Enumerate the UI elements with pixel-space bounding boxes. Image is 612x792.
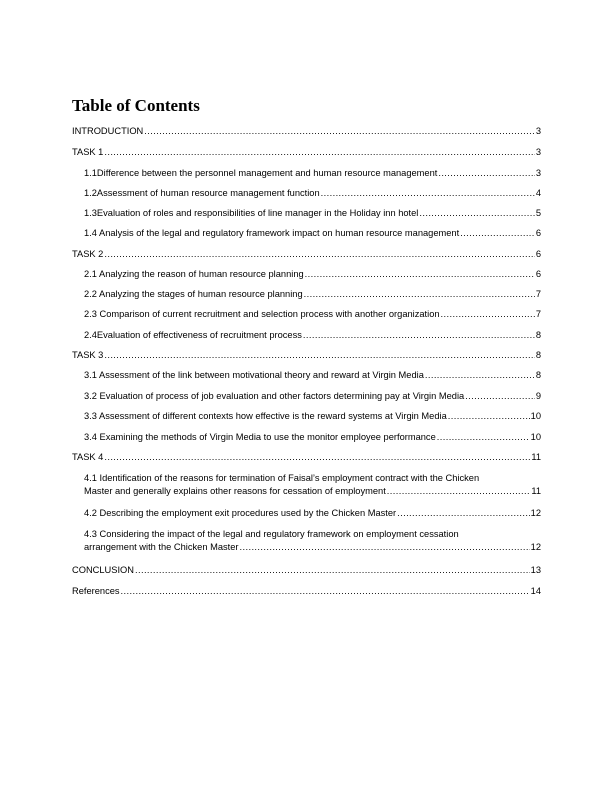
- toc-entry-conclusion[interactable]: CONCLUSION ..... 13: [72, 564, 541, 576]
- toc-entry-introduction[interactable]: INTRODUCTION ..... 3: [72, 125, 541, 137]
- toc-entry-3-2[interactable]: 3.2 Evaluation of process of job evaluation and other factors determining pay at Virgin Media ..... 9: [84, 390, 541, 402]
- toc-entry-1-1[interactable]: 1.1Difference between the personnel management and human resource management ..... 3: [84, 167, 541, 179]
- toc-entry-task-2[interactable]: TASK 2 ..... 6: [72, 248, 541, 260]
- toc-entry-4-2[interactable]: 4.2 Describing the employment exit procedures used by the Chicken Master ..... 12: [84, 507, 541, 519]
- toc-entry-2-2[interactable]: 2.2 Analyzing the stages of human resource planning ..... 7: [84, 288, 541, 300]
- toc-title: Table of Contents: [72, 96, 200, 115]
- toc-entry-1-2[interactable]: 1.2Assessment of human resource management function ..... 4: [84, 187, 541, 199]
- toc-entry-task-4[interactable]: TASK 4 ..... 11: [72, 451, 541, 463]
- toc-entry-3-1[interactable]: 3.1 Assessment of the link between motivational theory and reward at Virgin Media ..... 8: [84, 369, 541, 381]
- toc-entry-1-3[interactable]: 1.3Evaluation of roles and responsibilities of line manager in the Holiday inn hotel ..... 5: [84, 207, 541, 219]
- toc-entry-3-4[interactable]: 3.4 Examining the methods of Virgin Media to use the monitor employee performance ..... 10: [84, 431, 541, 443]
- toc-entry-references[interactable]: References ..... 14: [72, 585, 541, 597]
- toc-entry-task-1[interactable]: TASK 1 ..... 3: [72, 146, 541, 158]
- toc-entry-4-3[interactable]: 4.3 Considering the impact of the legal and regulatory framework on employment cessation arrangement with the Chicken Master ..... 12: [84, 528, 541, 554]
- toc-entry-2-1[interactable]: 2.1 Analyzing the reason of human resource planning ..... 6: [84, 268, 541, 280]
- toc-entry-2-4[interactable]: 2.4Evaluation of effectiveness of recruitment process ..... 8: [84, 329, 541, 341]
- toc-entry-1-4[interactable]: 1.4 Analysis of the legal and regulatory framework impact on human resource management ..... 6: [84, 227, 541, 239]
- toc-entry-task-3[interactable]: TASK 3 ..... 8: [72, 349, 541, 361]
- toc-entry-2-3[interactable]: 2.3 Comparison of current recruitment and selection process with another organization ..... 7: [84, 308, 541, 320]
- toc-entry-3-3[interactable]: 3.3 Assessment of different contexts how effective is the reward systems at Virgin Media ..... 10: [84, 410, 541, 422]
- toc-entry-4-1[interactable]: 4.1 Identification of the reasons for termination of Faisal’s employment contract with the Chicken Master and generally explains other reasons for cessation of employment ..... 11: [84, 472, 541, 498]
